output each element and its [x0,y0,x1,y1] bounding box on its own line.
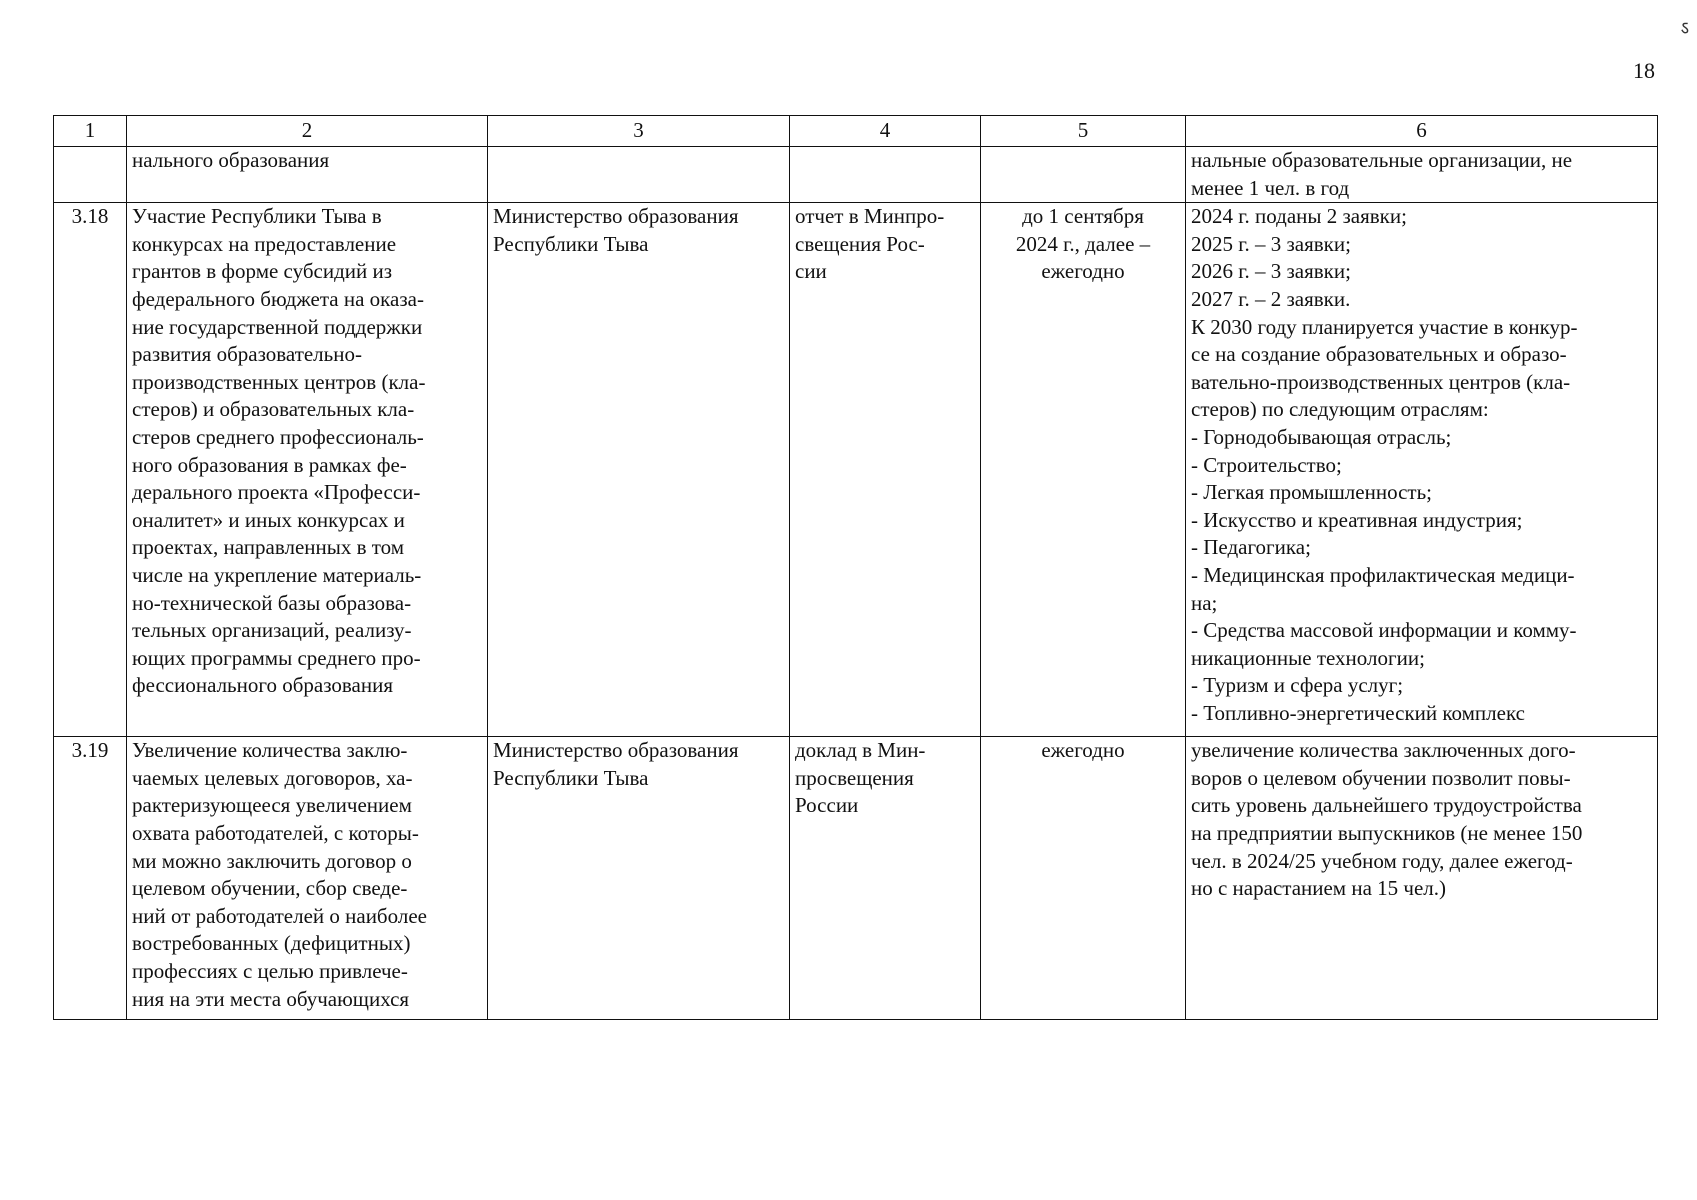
cell-line: отчет в Минпро- [795,204,945,229]
row-number [54,147,127,203]
table-row [54,147,1658,203]
cell-line: дерального проекта «Професси- [132,480,421,505]
expected-result [1186,147,1658,203]
cell-line: сить уровень дальнейшего трудоустройства [1191,793,1582,818]
cell-line: оналитет» и иных конкурсах и [132,507,405,532]
column-header: 5 [981,116,1186,147]
cell-line: Увеличение количества заклю- [132,738,408,763]
page-number: 18 [1633,58,1655,83]
responsible-executor [488,147,790,203]
expected-result [1186,737,1658,1020]
cell-line: 2027 г. – 2 заявки. [1191,286,1351,311]
table-header-row [54,116,1658,147]
cell-line: ми можно заключить договор о [132,848,412,873]
row-number: 3.18 [54,203,127,737]
cell-line: увеличение количества заключенных дого- [1191,738,1576,763]
column-header: 3 [488,116,790,147]
cell-line: фессионального образования [132,673,393,698]
measure-description [127,203,488,737]
cell-line: Республики Тыва [493,231,649,256]
cell-line: производственных центров (кла- [132,369,426,394]
cell-line: К 2030 году планируется участие в конкур- [1191,314,1578,339]
cell-line: свещения Рос- [795,231,925,256]
deadline [981,147,1186,203]
cell-line: 2024 г. поданы 2 заявки; [1191,204,1407,229]
measure-description [127,147,488,203]
cell-line: ежегодно [1041,259,1125,284]
cell-line: Республики Тыва [493,765,649,790]
cell-line: ющих программы среднего про- [132,645,421,670]
cell-line: никационные технологии; [1191,645,1425,670]
table-row [54,737,1658,1020]
cell-line: ежегодно [1041,738,1125,763]
cell-line: грантов в форме субсидий из [132,259,393,284]
cell-line: се на создание образовательных и образо- [1191,342,1567,367]
cell-line: тельных организаций, реализу- [132,618,412,643]
cell-line: - Медицинская профилактическая медици- [1191,562,1575,587]
cell-line: - Топливно-энергетический комплекс [1191,700,1525,725]
column-header: 4 [790,116,981,147]
cell-line: Министерство образования [493,204,739,229]
cell-line: охвата работодателей, с которы- [132,820,419,845]
table-row [54,203,1658,737]
cell-line: но-технической базы образова- [132,590,412,615]
expected-result [1186,203,1658,737]
cell-line: 2024 г., далее – [1015,231,1151,256]
cell-line: до 1 сентября [1022,204,1144,229]
cell-line: стеров среднего профессиональ- [132,424,424,449]
measure-description [127,737,488,1020]
cell-line: развития образовательно- [132,342,362,367]
cell-line: нальные образовательные организации, не [1191,148,1573,172]
cell-line: воров о целевом обучении позволит повы- [1191,765,1571,790]
cell-line: ний от работодателей о наиболее [132,903,427,928]
cell-line: - Туризм и сфера услуг; [1191,673,1404,698]
cell-line: чаемых целевых договоров, ха- [132,765,413,790]
cell-line: федерального бюджета на оказа- [132,286,424,311]
cell-line: - Строительство; [1191,452,1342,477]
cell-line: числе на укрепление материаль- [132,562,422,587]
column-header: 6 [1186,116,1658,147]
cell-line: - Педагогика; [1191,535,1311,560]
column-header: 2 [127,116,488,147]
cell-line: целевом обучении, сбор сведе- [132,876,408,901]
cell-line: ного образования в рамках фе- [132,452,407,477]
deadline [981,737,1186,1020]
responsible-executor [488,203,790,737]
cell-line: на; [1191,590,1218,615]
cell-line: - Искусство и креативная индустрия; [1191,507,1523,532]
responsible-executor [488,737,790,1020]
measures-table [53,115,1658,1020]
cell-line: 2026 г. – 3 заявки; [1191,259,1351,284]
cell-line: ние государственной поддержки [132,314,423,339]
cell-line: проектах, направленных в том [132,535,405,560]
cell-line: востребованных (дефицитных) [132,931,411,956]
column-header: 1 [54,116,127,147]
reporting-form [790,737,981,1020]
reporting-form [790,147,981,203]
cell-line: просвещения [795,765,914,790]
cell-line: чел. в 2024/25 учебном году, далее ежегод- [1191,848,1573,873]
cell-line: сии [795,259,827,284]
corner-mark: ऽ [1680,18,1689,38]
cell-line: стеров) по следующим отраслям: [1191,397,1489,422]
cell-line: конкурсах на предоставление [132,231,397,256]
cell-line: Министерство образования [493,738,739,763]
cell-line: - Легкая промышленность; [1191,480,1433,505]
cell-line: доклад в Мин- [795,738,926,763]
cell-line: - Горнодобывающая отрасль; [1191,424,1452,449]
cell-line: - Средства массовой информации и комму- [1191,618,1577,643]
cell-line: рактеризующееся увеличением [132,793,412,818]
cell-line: Участие Республики Тыва в [132,204,382,229]
cell-line: но с нарастанием на 15 чел.) [1191,876,1447,901]
cell-line: нального образования [132,148,330,172]
cell-line: России [795,793,859,818]
cell-line: ния на эти места обучающихся [132,986,410,1011]
cell-line: профессиях с целью привлече- [132,958,408,983]
cell-line: вательно-производственных центров (кла- [1191,369,1571,394]
deadline [981,203,1186,737]
cell-line: менее 1 чел. в год [1191,175,1350,200]
row-number: 3.19 [54,737,127,1020]
reporting-form [790,203,981,737]
cell-line: стеров) и образовательных кла- [132,397,415,422]
cell-line: на предприятии выпускников (не менее 150 [1191,820,1583,845]
cell-line: 2025 г. – 3 заявки; [1191,231,1351,256]
